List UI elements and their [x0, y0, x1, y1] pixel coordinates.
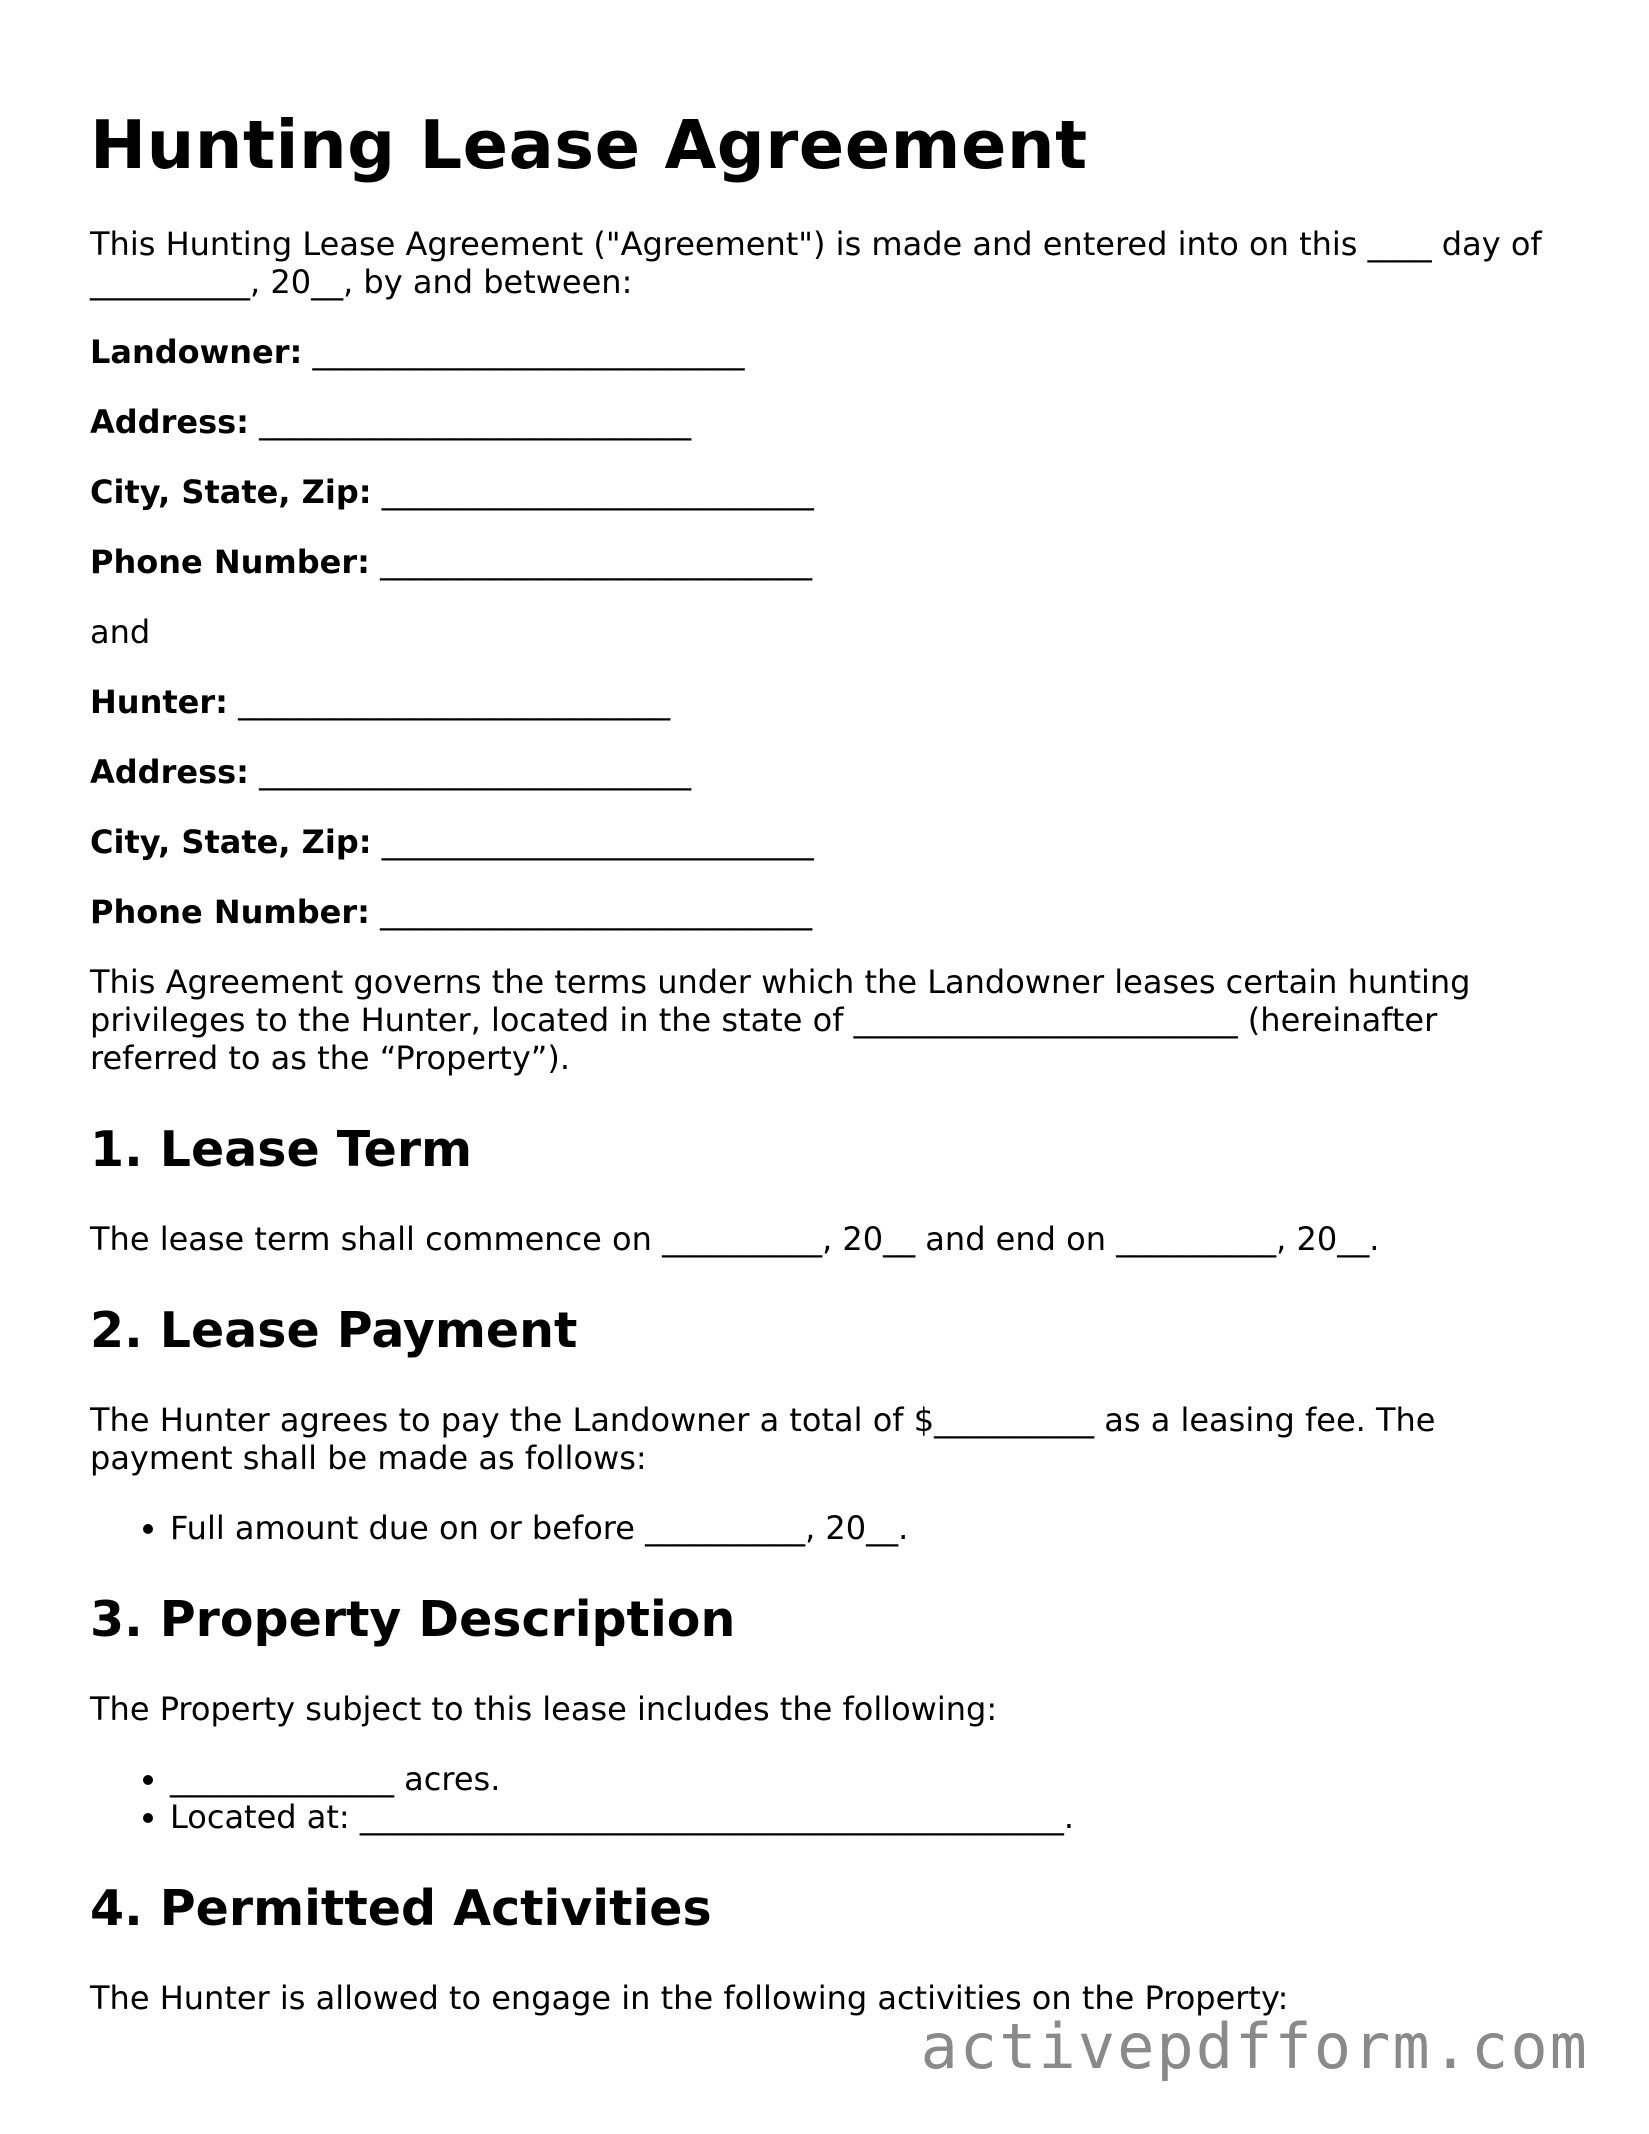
and-text: and: [90, 613, 151, 652]
governs-paragraph: This Agreement governs the terms under which the Landowner leases certain hunting privileges to the Hunter, located in the state of ________________________ (hereinafter referred to as the “Property”).: [90, 963, 1471, 1078]
landowner-address-field: [90, 403, 1570, 441]
document-title: Hunting Lease Agreement: [90, 106, 1088, 184]
field-blank: ___________________________: [312, 333, 745, 372]
field-blank: ___________________________: [380, 893, 813, 932]
lease-payment-list: [90, 1509, 1570, 1547]
field-label: Address:: [90, 753, 249, 792]
list-item: • Full amount due on or before __________, 20__.: [170, 1509, 1570, 1547]
hunter-city-state-zip-field: [90, 823, 1570, 861]
intro-paragraph: This Hunting Lease Agreement ("Agreement") is made and entered into on this ____ day of __________, 20__, by and between:: [90, 225, 1542, 302]
hunter-name-field: [90, 683, 1570, 721]
section-heading-lease-payment: 2. Lease Payment: [90, 1302, 578, 1360]
list-item: • Located at: ____________________________________________.: [170, 1798, 1570, 1836]
lease-payment-paragraph: The Hunter agrees to pay the Landowner a total of $__________ as a leasing fee. The payment shall be made as follows:: [90, 1400, 1436, 1477]
field-label: Phone Number:: [90, 543, 370, 582]
document-page: [90, 105, 1570, 2049]
property-description-list: [90, 1760, 1570, 1836]
field-blank: ___________________________: [259, 403, 692, 442]
property-description-paragraph: The Property subject to this lease includes the following:: [90, 1689, 998, 1728]
landowner-name-field: [90, 333, 1570, 371]
field-label: Landowner:: [90, 333, 303, 372]
field-blank: ___________________________: [381, 473, 814, 512]
field-label: Address:: [90, 403, 249, 442]
lease-term-paragraph: The lease term shall commence on __________, 20__ and end on __________, 20__.: [90, 1220, 1380, 1259]
field-label: City, State, Zip:: [90, 473, 372, 512]
section-heading-lease-term: 1. Lease Term: [90, 1121, 473, 1179]
permitted-activities-paragraph: The Hunter is allowed to engage in the following activities on the Property:: [90, 1978, 1289, 2017]
field-label: City, State, Zip:: [90, 823, 372, 862]
field-label: Hunter:: [90, 683, 228, 722]
field-label: Phone Number:: [90, 893, 370, 932]
field-blank: ___________________________: [380, 543, 813, 582]
field-blank: ___________________________: [259, 753, 692, 792]
section-heading-permitted-activities: 4. Permitted Activities: [90, 1879, 712, 1937]
landowner-city-state-zip-field: [90, 473, 1570, 511]
field-blank: ___________________________: [381, 823, 814, 862]
field-blank: ___________________________: [238, 683, 671, 722]
list-item: • ______________ acres.: [170, 1760, 1570, 1798]
hunter-address-field: [90, 753, 1570, 791]
landowner-phone-field: [90, 543, 1570, 581]
section-heading-property-description: 3. Property Description: [90, 1590, 736, 1648]
watermark: activepdfform.com: [920, 2010, 1589, 2083]
hunter-phone-field: [90, 893, 1570, 931]
